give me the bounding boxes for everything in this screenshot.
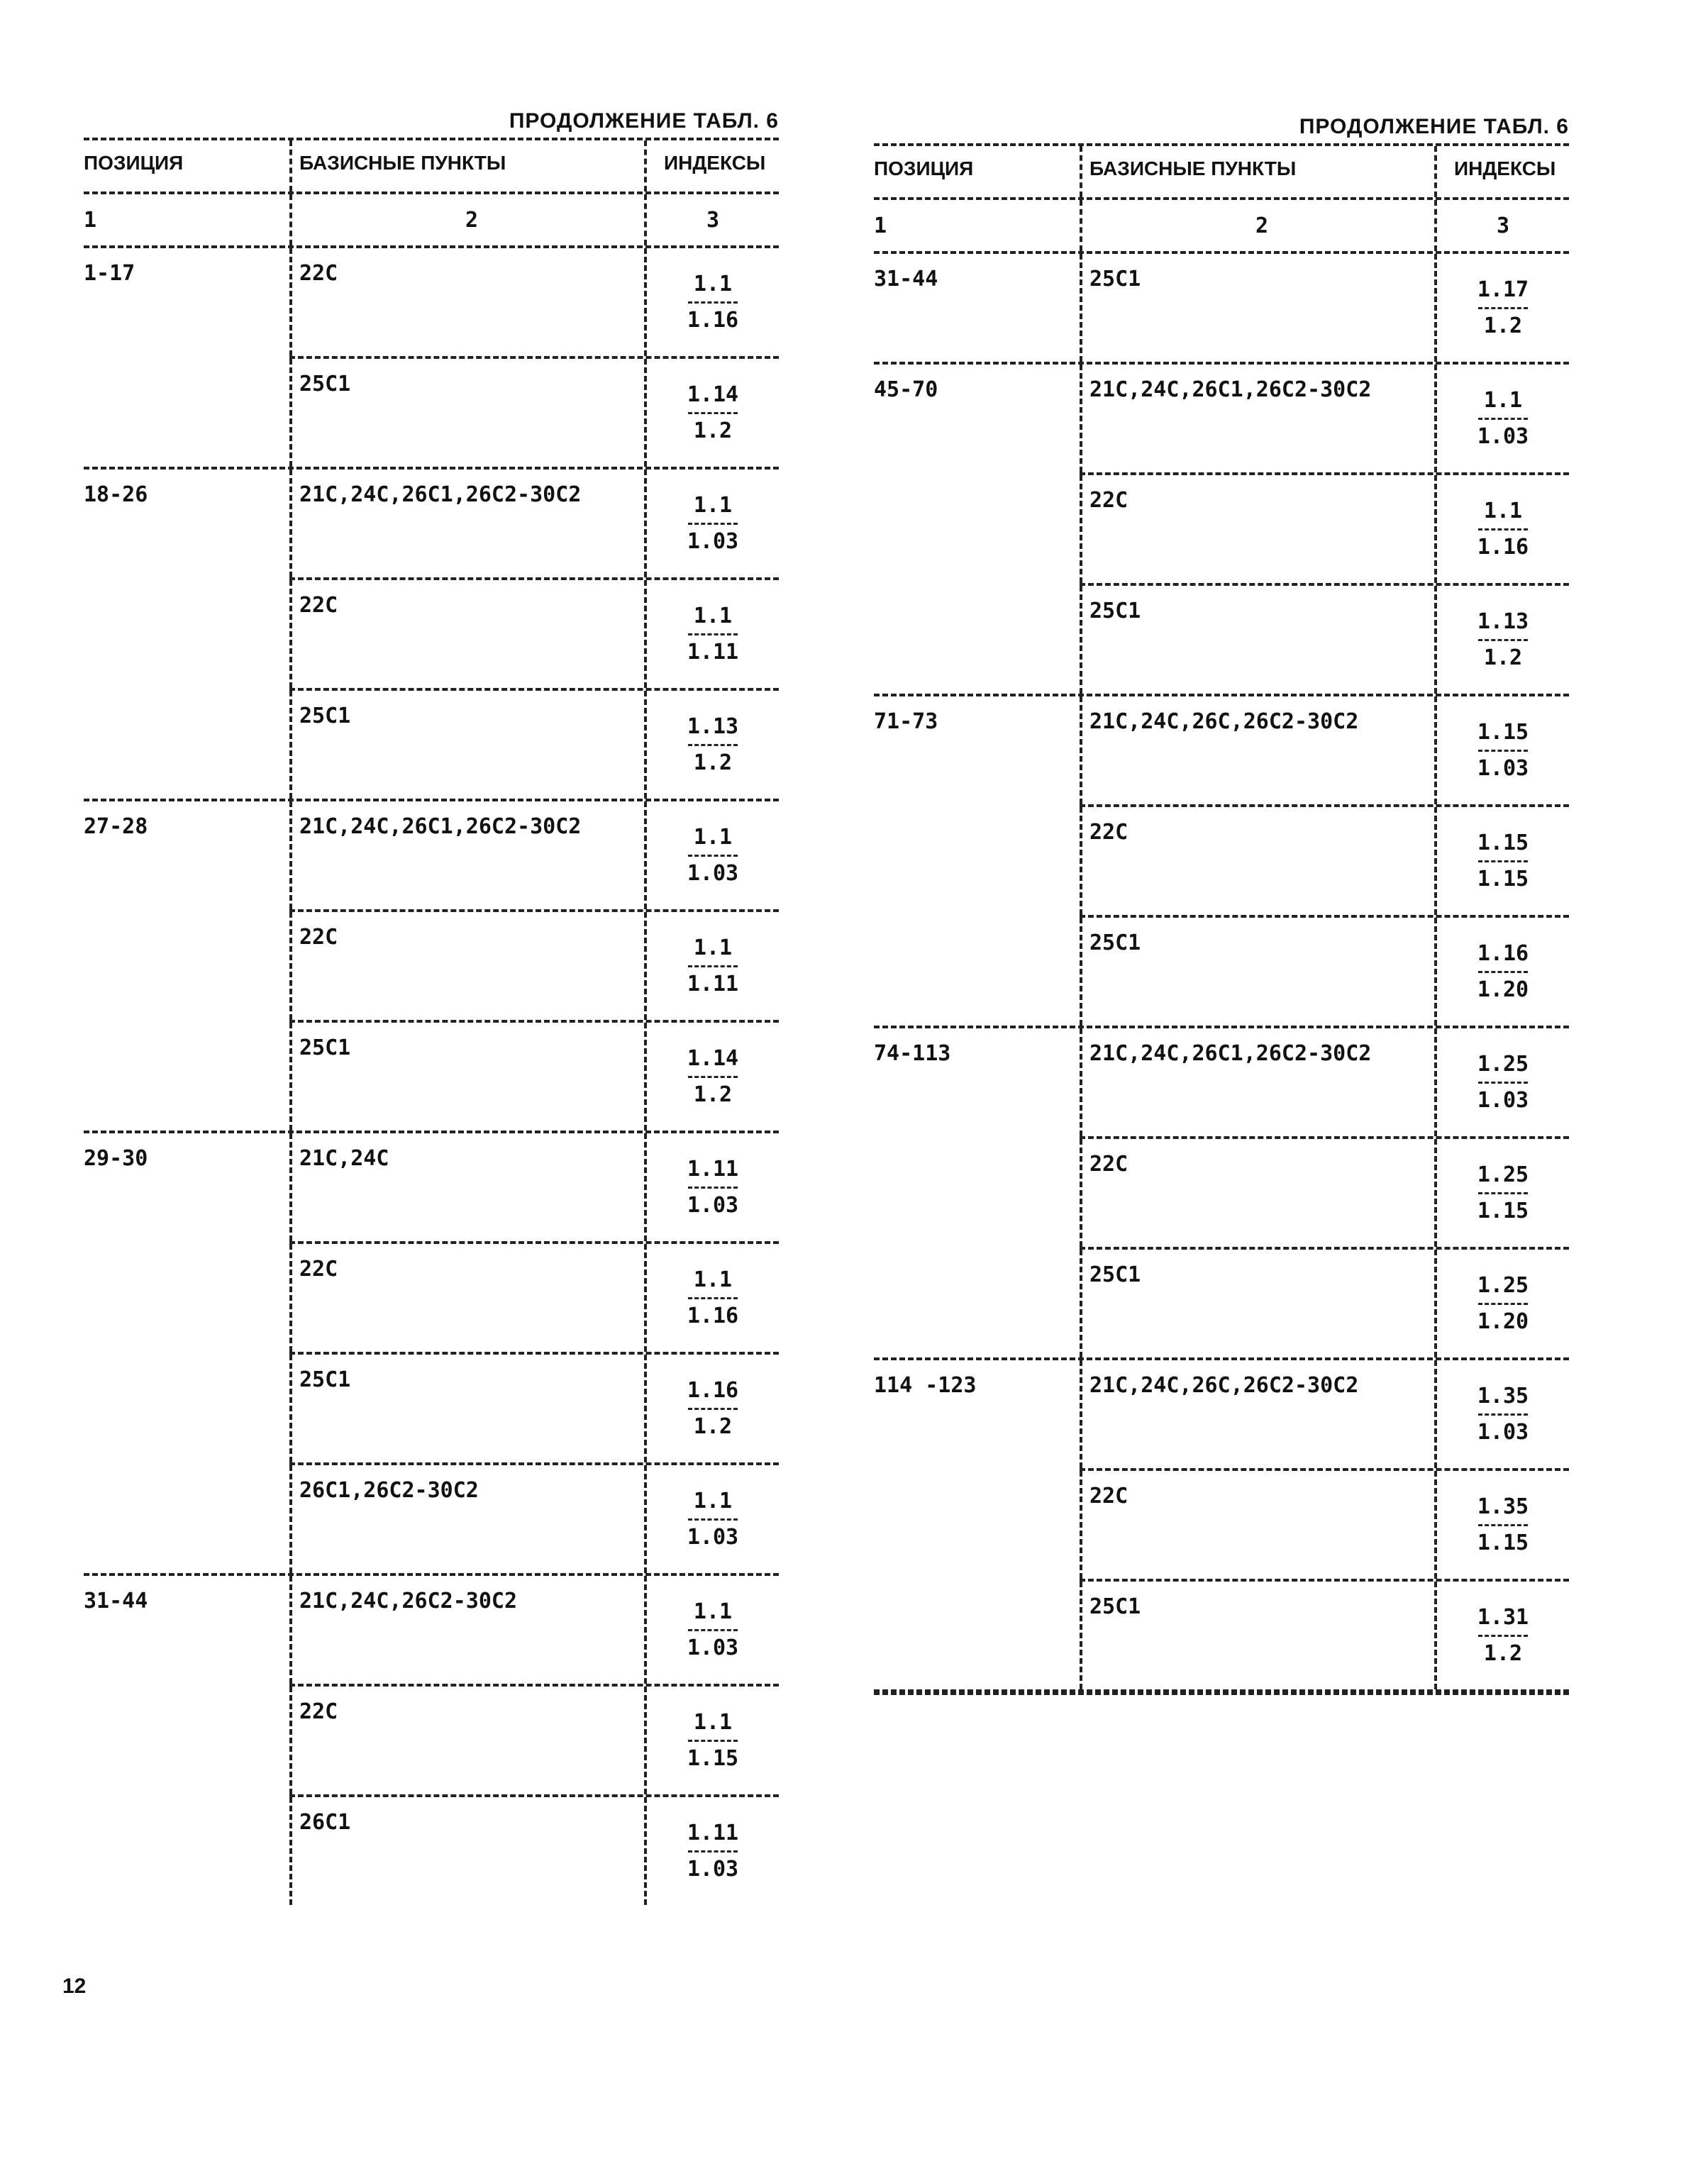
index-denominator: 1.03 — [1477, 755, 1529, 781]
index-numerator: 1.1 — [1483, 387, 1523, 413]
index-cell — [644, 359, 779, 467]
base-points-cell: 21С,24С,26С2-30С2 — [289, 1576, 644, 1684]
table-row — [289, 1133, 779, 1244]
table-row — [289, 1244, 779, 1355]
index-cell — [1434, 1360, 1569, 1468]
base-points-cell: 21С,24С — [289, 1133, 644, 1241]
page-number: 12 — [62, 1974, 87, 1998]
base-points-cell: 25С1 — [1080, 918, 1434, 1026]
fraction-line — [1478, 860, 1528, 862]
index-denominator: 1.2 — [693, 750, 733, 775]
table-row-group — [874, 1360, 1569, 1692]
base-points-cell: 22С — [289, 912, 644, 1020]
base-points-cell: 25С1 — [289, 359, 644, 467]
index-numerator: 1.1 — [693, 1267, 733, 1292]
index-cell — [1434, 918, 1569, 1026]
table-row — [289, 691, 779, 799]
index-numerator: 1.13 — [1477, 609, 1529, 634]
index-cell — [1434, 1139, 1569, 1247]
position-cell: 1-17 — [84, 261, 135, 286]
table-row-group — [84, 1133, 779, 1576]
index-cell — [644, 912, 779, 1020]
table-row-group — [874, 696, 1569, 1028]
column-number-row — [874, 200, 1569, 254]
index-denominator: 1.2 — [693, 418, 733, 443]
fraction-line — [1478, 639, 1528, 641]
index-denominator: 1.03 — [1477, 1087, 1529, 1113]
column-number: 1 — [874, 213, 887, 238]
index-numerator: 1.25 — [1477, 1162, 1529, 1187]
header-position: ПОЗИЦИЯ — [84, 152, 184, 174]
index-numerator: 1.1 — [1483, 498, 1523, 523]
position-cell: 29-30 — [84, 1146, 148, 1171]
base-points-cell: 21С,24С,26С1,26С2-30С2 — [1080, 365, 1434, 472]
column-number: 2 — [1080, 200, 1434, 251]
index-numerator: 1.17 — [1477, 277, 1529, 302]
index-denominator: 1.16 — [1477, 534, 1529, 560]
position-cell: 45-70 — [874, 377, 938, 402]
index-numerator: 1.1 — [693, 492, 733, 518]
fraction-line — [688, 855, 738, 857]
table-row — [289, 1797, 779, 1905]
index-denominator: 1.16 — [687, 307, 739, 333]
index-numerator: 1.25 — [1477, 1051, 1529, 1077]
index-cell — [644, 470, 779, 577]
fraction-line — [1478, 1524, 1528, 1526]
index-numerator: 1.1 — [693, 603, 733, 628]
index-cell — [644, 580, 779, 688]
table-row — [1080, 1360, 1569, 1471]
index-denominator: 1.2 — [1483, 645, 1523, 670]
index-numerator: 1.14 — [687, 1045, 739, 1071]
position-cell: 31-44 — [874, 267, 938, 291]
base-points-cell: 21С,24С,26С1,26С2-30С2 — [1080, 1028, 1434, 1136]
table-row-group — [874, 365, 1569, 696]
table-row — [1080, 1471, 1569, 1582]
fraction-line — [688, 633, 738, 635]
table-row — [289, 1355, 779, 1465]
index-denominator: 1.03 — [1477, 1419, 1529, 1445]
column-number-row — [84, 194, 779, 248]
position-cell: 27-28 — [84, 814, 148, 839]
fraction-line — [688, 965, 738, 967]
column-number: 2 — [289, 194, 644, 245]
fraction-line — [688, 1297, 738, 1299]
entries-list — [1080, 365, 1569, 694]
index-denominator: 1.11 — [687, 639, 739, 665]
table-row — [289, 1465, 779, 1573]
index-denominator: 1.2 — [693, 1082, 733, 1107]
index-denominator: 1.03 — [687, 860, 739, 886]
index-cell — [1434, 807, 1569, 915]
table-row — [1080, 1250, 1569, 1357]
fraction-line — [688, 744, 738, 746]
table-row — [289, 248, 779, 359]
header-position: ПОЗИЦИЯ — [874, 157, 974, 179]
base-points-cell: 22С — [289, 248, 644, 356]
index-cell — [644, 1465, 779, 1573]
table-row — [289, 1023, 779, 1131]
index-numerator: 1.35 — [1477, 1494, 1529, 1519]
fraction-line — [688, 1850, 738, 1853]
position-cell: 18-26 — [84, 482, 148, 507]
fraction-line — [688, 301, 738, 304]
header-base-points: БАЗИСНЫЕ ПУНКТЫ — [1080, 146, 1434, 197]
index-cell — [644, 1133, 779, 1241]
fraction-line — [1478, 528, 1528, 531]
column-number: 3 — [1434, 200, 1569, 251]
index-cell — [644, 1355, 779, 1462]
base-points-cell: 25С1 — [289, 1023, 644, 1131]
index-denominator: 1.15 — [1477, 1198, 1529, 1223]
base-points-cell: 22С — [1080, 1471, 1434, 1579]
fraction-line — [688, 1076, 738, 1078]
index-denominator: 1.11 — [687, 971, 739, 996]
fraction-line — [1478, 750, 1528, 752]
table-row — [289, 359, 779, 467]
table-caption: ПРОДОЛЖЕНИЕ ТАБЛ. 6 — [874, 111, 1569, 146]
fraction-line — [1478, 418, 1528, 420]
entries-list — [289, 801, 779, 1131]
base-points-cell: 22С — [289, 1244, 644, 1352]
base-points-cell: 21С,24С,26С1,26С2-30С2 — [289, 801, 644, 909]
entries-list — [1080, 1028, 1569, 1357]
index-cell — [1434, 254, 1569, 362]
table-row — [1080, 475, 1569, 586]
entries-list — [1080, 696, 1569, 1026]
table-row — [289, 801, 779, 912]
index-denominator: 1.15 — [1477, 866, 1529, 891]
index-denominator: 1.03 — [687, 528, 739, 554]
base-points-cell: 25С1 — [1080, 1582, 1434, 1689]
fraction-line — [1478, 307, 1528, 309]
fraction-line — [688, 1629, 738, 1631]
table-row — [1080, 1139, 1569, 1250]
entries-list — [289, 1133, 779, 1573]
index-cell — [644, 1023, 779, 1131]
base-points-cell: 25С1 — [1080, 586, 1434, 694]
fraction-line — [1478, 1303, 1528, 1305]
base-points-cell: 21С,24С,26С,26С2-30С2 — [1080, 696, 1434, 804]
fraction-line — [688, 1408, 738, 1410]
index-numerator: 1.1 — [693, 1488, 733, 1513]
index-numerator: 1.13 — [687, 713, 739, 739]
base-points-cell: 25С1 — [289, 1355, 644, 1462]
index-cell — [1434, 696, 1569, 804]
column-number: 1 — [84, 207, 97, 233]
entries-list — [1080, 1360, 1569, 1689]
position-cell: 71-73 — [874, 709, 938, 734]
table-row-group — [84, 801, 779, 1133]
index-numerator: 1.35 — [1477, 1383, 1529, 1409]
fraction-line — [1478, 1192, 1528, 1194]
fraction-line — [688, 523, 738, 525]
table-row-group — [874, 254, 1569, 365]
index-denominator: 1.20 — [1477, 977, 1529, 1002]
base-points-cell: 25С1 — [289, 691, 644, 799]
table-row — [289, 470, 779, 580]
index-denominator: 1.03 — [1477, 423, 1529, 449]
table-row-group — [84, 470, 779, 801]
index-cell — [1434, 475, 1569, 583]
base-points-cell: 25С1 — [1080, 254, 1434, 362]
fraction-line — [1478, 971, 1528, 973]
index-numerator: 1.31 — [1477, 1604, 1529, 1630]
base-points-cell: 22С — [1080, 807, 1434, 915]
column-number: 3 — [644, 194, 779, 245]
base-points-cell: 22С — [289, 580, 644, 688]
index-cell — [1434, 586, 1569, 694]
entries-list — [289, 1576, 779, 1905]
index-numerator: 1.14 — [687, 382, 739, 407]
index-cell — [1434, 1471, 1569, 1579]
entries-list — [1080, 254, 1569, 362]
index-numerator: 1.25 — [1477, 1272, 1529, 1298]
base-points-cell: 22С — [1080, 1139, 1434, 1247]
index-cell — [644, 1797, 779, 1905]
table-row — [1080, 1582, 1569, 1689]
table-row-group — [84, 1576, 779, 1905]
index-cell — [644, 801, 779, 909]
index-cell — [644, 1576, 779, 1684]
base-points-cell: 21С,24С,26С1,26С2-30С2 — [289, 470, 644, 577]
base-points-cell: 22С — [289, 1687, 644, 1794]
base-points-cell: 25С1 — [1080, 1250, 1434, 1357]
index-cell — [644, 1244, 779, 1352]
table-row — [1080, 807, 1569, 918]
index-numerator: 1.15 — [1477, 830, 1529, 855]
index-denominator: 1.03 — [687, 1524, 739, 1550]
index-numerator: 1.16 — [687, 1377, 739, 1403]
entries-list — [289, 248, 779, 467]
table-body — [874, 254, 1569, 1692]
table-row — [1080, 254, 1569, 362]
position-cell: 74-113 — [874, 1041, 951, 1066]
fraction-line — [1478, 1082, 1528, 1084]
fraction-line — [688, 1518, 738, 1521]
table-row — [1080, 586, 1569, 694]
index-cell — [1434, 1582, 1569, 1689]
position-cell: 31-44 — [84, 1589, 148, 1613]
base-points-cell: 21С,24С,26С,26С2-30С2 — [1080, 1360, 1434, 1468]
index-denominator: 1.2 — [1483, 313, 1523, 338]
table-row — [1080, 918, 1569, 1026]
table-row — [1080, 1028, 1569, 1139]
table-row — [289, 1687, 779, 1797]
left-table — [84, 105, 779, 1905]
index-numerator: 1.11 — [687, 1156, 739, 1182]
header-row — [84, 140, 779, 194]
base-points-cell: 26С1,26С2-30С2 — [289, 1465, 644, 1573]
table-bottom-rule — [874, 1692, 1569, 1695]
fraction-line — [1478, 1413, 1528, 1416]
entries-list — [289, 470, 779, 799]
index-cell — [644, 248, 779, 356]
table-body — [84, 248, 779, 1905]
index-denominator: 1.03 — [687, 1635, 739, 1660]
header-indexes: ИНДЕКСЫ — [644, 140, 779, 191]
base-points-cell: 26С1 — [289, 1797, 644, 1905]
table-row — [1080, 365, 1569, 475]
index-cell — [644, 691, 779, 799]
index-denominator: 1.15 — [687, 1745, 739, 1771]
base-points-cell: 22С — [1080, 475, 1434, 583]
table-row — [289, 1576, 779, 1687]
table-row — [289, 580, 779, 691]
header-indexes: ИНДЕКСЫ — [1434, 146, 1569, 197]
index-numerator: 1.1 — [693, 1599, 733, 1624]
index-numerator: 1.1 — [693, 271, 733, 296]
index-cell — [1434, 365, 1569, 472]
index-denominator: 1.03 — [687, 1856, 739, 1882]
index-denominator: 1.2 — [1483, 1640, 1523, 1666]
index-numerator: 1.15 — [1477, 719, 1529, 745]
index-numerator: 1.11 — [687, 1820, 739, 1845]
header-base-points: БАЗИСНЫЕ ПУНКТЫ — [289, 140, 644, 191]
table-row-group — [874, 1028, 1569, 1360]
index-denominator: 1.15 — [1477, 1530, 1529, 1555]
index-numerator: 1.1 — [693, 824, 733, 850]
index-numerator: 1.16 — [1477, 940, 1529, 966]
fraction-line — [1478, 1635, 1528, 1637]
index-cell — [1434, 1250, 1569, 1357]
index-denominator: 1.03 — [687, 1192, 739, 1218]
index-cell — [1434, 1028, 1569, 1136]
header-row — [874, 146, 1569, 200]
fraction-line — [688, 1740, 738, 1742]
table-row-group — [84, 248, 779, 470]
table-caption: ПРОДОЛЖЕНИЕ ТАБЛ. 6 — [84, 105, 779, 140]
index-denominator: 1.16 — [687, 1303, 739, 1328]
index-denominator: 1.2 — [693, 1413, 733, 1439]
fraction-line — [688, 1187, 738, 1189]
index-numerator: 1.1 — [693, 935, 733, 960]
index-numerator: 1.1 — [693, 1709, 733, 1735]
fraction-line — [688, 412, 738, 414]
index-cell — [644, 1687, 779, 1794]
index-denominator: 1.20 — [1477, 1309, 1529, 1334]
table-row — [1080, 696, 1569, 807]
table-row — [289, 912, 779, 1023]
position-cell: 114 -123 — [874, 1373, 977, 1398]
right-table — [874, 111, 1569, 1695]
